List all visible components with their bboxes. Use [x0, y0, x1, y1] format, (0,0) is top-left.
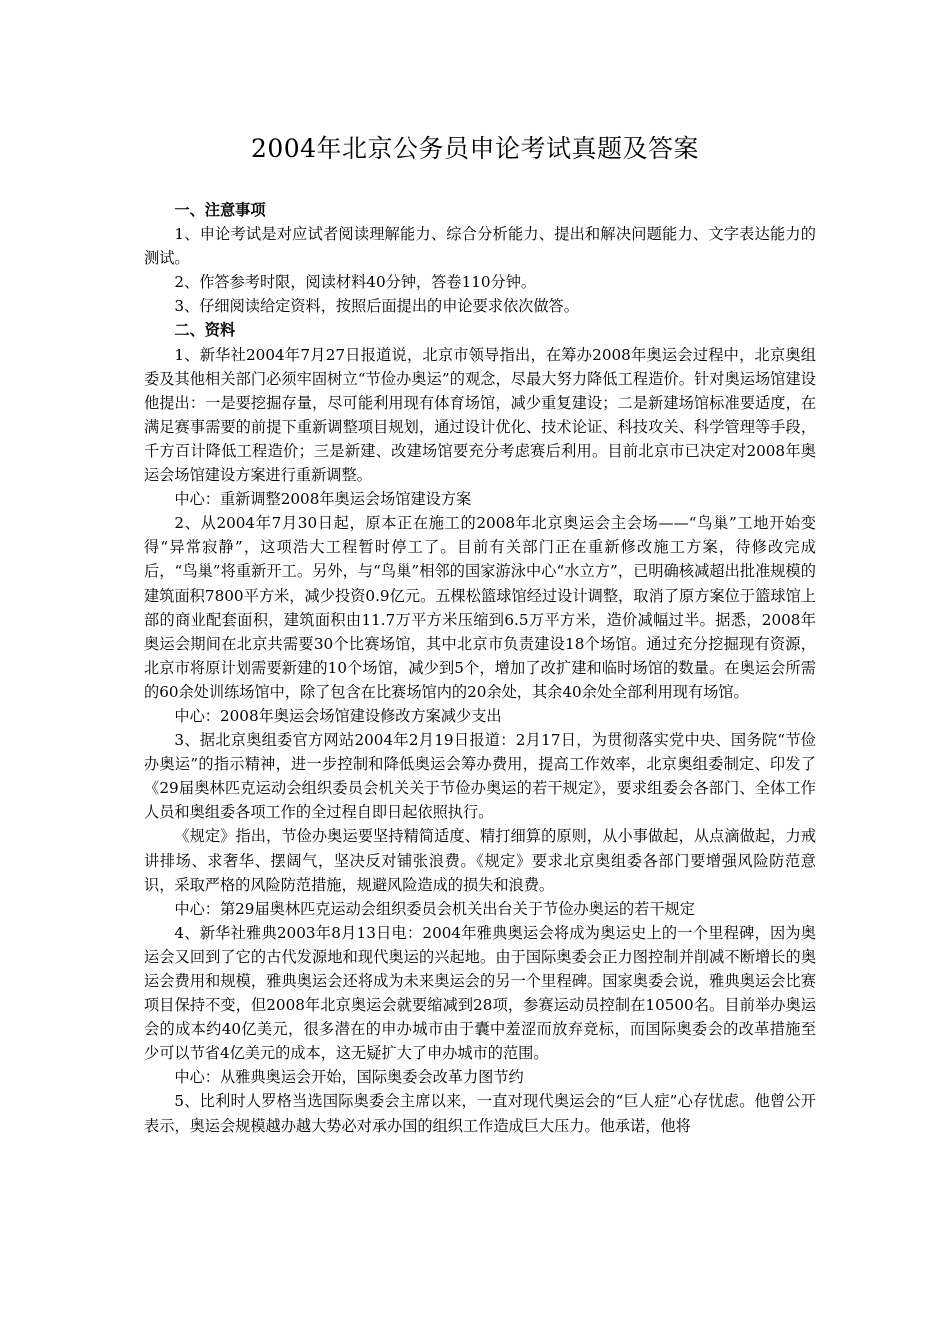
section-heading-notes: 一、注意事项	[174, 201, 266, 219]
notes-item: 1、申论考试是对应试者阅读理解能力、综合分析能力、提出和解决问题能力、文字表达能力的测试。	[144, 225, 816, 268]
material-center-summary: 中心：第29届奥林匹克运动会组织委员会机关出台关于节俭办奥运的若干规定	[174, 899, 695, 918]
notes-item: 3、仔细阅读给定资料，按照后面提出的申论要求依次做答。	[174, 297, 579, 316]
material-paragraph: 5、比利时人罗格当选国际奥委会主席以来，一直对现代奥运会的“巨人症”心存忧虑。他曾公开表示，奥运会规模越办越大势必对承办国的组织工作造成巨大压力。他承诺，他将	[144, 1092, 816, 1135]
material-center-summary: 中心：重新调整2008年奥运会场馆建设方案	[174, 490, 472, 509]
material-paragraph: 《规定》指出，节俭办奥运要坚持精简适度、精打细算的原则，从小事做起，从点滴做起，力戒讲排场、求奢华、摆阔气，坚决反对铺张浪费。《规定》要求北京奥组委各部门要增强风险防范意识，采取严格的风险防范措施，规避风险造成的损失和浪费。	[144, 827, 816, 894]
material-center-summary: 中心：2008年奥运会场馆建设修改方案减少支出	[174, 706, 502, 725]
section-heading-materials: 二、资料	[174, 321, 236, 340]
material-center-summary: 中心：从雅典奥运会开始，国际奥委会改革力图节约	[174, 1068, 524, 1087]
material-paragraph: 1、新华社2004年7月27日报道说，北京市领导指出，在筹办2008年奥运会过程中，北京奥组委及其他相关部门必须牢固树立“节俭办奥运”的观念，尽最大努力降低工程造价。针对奥运场馆建设他提出：一是要挖掘存量，尽可能利用现有体育场馆，减少重复建设；二是新建场馆标准要适度，在满足赛事需要的前提下重新调整项目规划，通过设计优化、技术论证、科技攻关、科学管理等手段，千方百计降低工程造价；三是新建、改建场馆要充分考虑赛后利用。目前北京市已决定对2008年奥运会场馆建设方案进行重新调整。	[144, 345, 816, 485]
material-paragraph: 3、据北京奥组委官方网站2004年2月19日报道：2月17日，为贯彻落实党中央、国务院“节俭办奥运”的指示精神，进一步控制和降低奥运会筹办费用，提高工作效率，北京奥组委制定、印发了《29届奥林匹克运动会组织委员会机关关于节俭办奥运的若干规定》，要求组委会各部门、全体工作人员和奥组委各项工作的全过程自即日起依照执行。	[144, 731, 816, 822]
notes-item: 2、作答参考时限，阅读材料40分钟，答卷110分钟。	[174, 273, 537, 292]
document-body	[144, 198, 816, 1138]
material-paragraph: 2、从2004年7月30日起，原本正在施工的2008年北京奥运会主会场——“鸟巢”工地开始变得“异常寂静”，这项浩大工程暂时停工了。目前有关部门正在重新修改施工方案，待修改完成后，“鸟巢”将重新开工。另外，与“鸟巢”相邻的国家游泳中心“水立方”，已明确核减超出批准规模的建筑面积7800平方米，减少投资0.9亿元。五棵松篮球馆经过设计调整，取消了原方案位于篮球馆上部的商业配套面积，建筑面积由11.7万平方米压缩到6.5万平方米，造价减幅过半。据悉，2008年奥运会期间在北京共需要30个比赛场馆，其中北京市负责建设18个场馆。通过充分挖掘现有资源，北京市将原计划需要新建的10个场馆，减少到5个，增加了改扩建和临时场馆的数量。在奥运会所需的60余处训练场馆中，除了包含在比赛场馆内的20余处，其余40余处全部利用现有场馆。	[144, 514, 816, 701]
material-paragraph: 4、新华社雅典2003年8月13日电：2004年雅典奥运会将成为奥运史上的一个里程碑，因为奥运会又回到了它的古代发源地和现代奥运的兴起地。由于国际奥委会正力图控制并削减不断增长的奥运会费用和规模，雅典奥运会还将成为未来奥运会的另一个里程碑。国家奥委会说，雅典奥运会比赛项目保持不变，但2008年北京奥运会就要缩减到28项，参赛运动员控制在10500名。目前举办奥运会的成本约40亿美元，很多潜在的申办城市由于囊中羞涩而放弃竞标，而国际奥委会的改革措施至少可以节省4亿美元的成本，这无疑扩大了申办城市的范围。	[144, 923, 816, 1063]
document-title: 2004年北京公务员申论考试真题及答案	[250, 134, 700, 163]
